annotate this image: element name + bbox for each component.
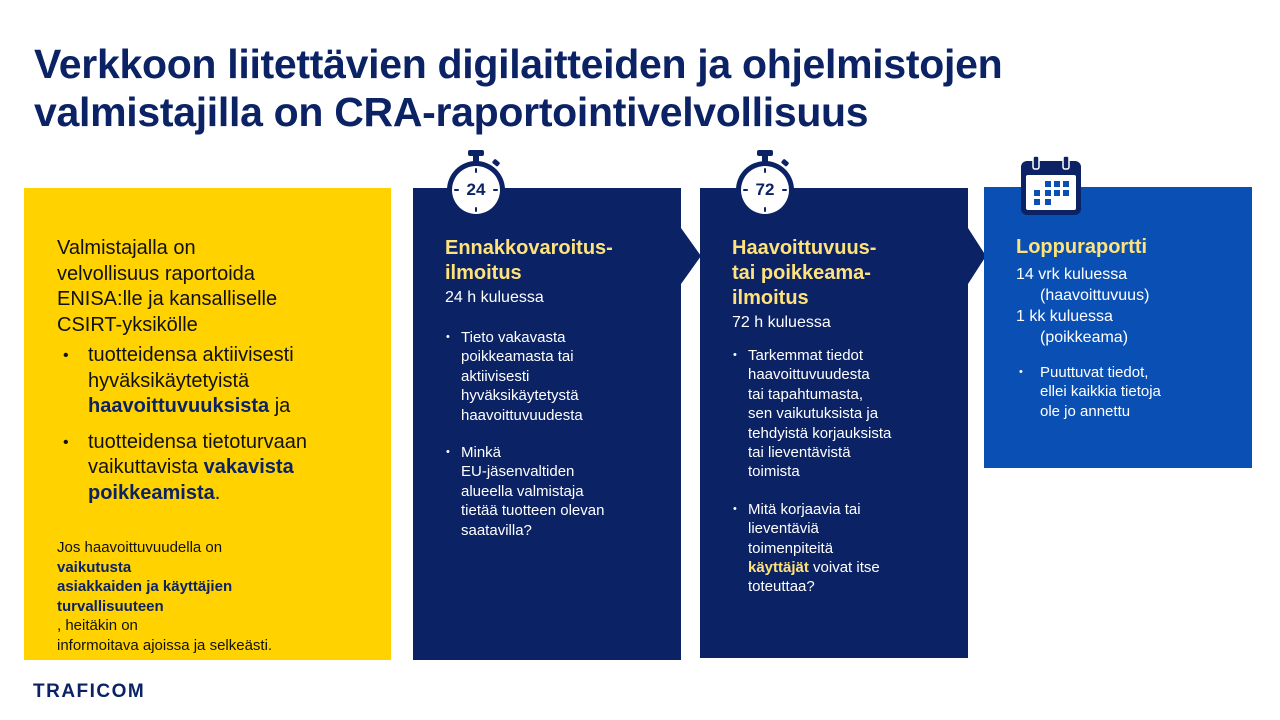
note-line: informoitava ajoissa ja selkeästi. (57, 636, 273, 654)
bullet-line: toimista (748, 463, 800, 481)
arrow-right-icon (681, 228, 701, 284)
card-deadline: 24 h kuluessa (445, 289, 544, 306)
list-item (732, 346, 964, 482)
list-item (445, 328, 677, 425)
bullet-line: toimenpiteitä (748, 539, 834, 557)
highlight-text: turvallisuuteen (57, 597, 164, 615)
deadline-line: (haavoittuvuus) (1040, 287, 1150, 304)
card-title-line: Haavoittuvuus- (732, 237, 877, 259)
timer-label: 72 (755, 180, 775, 199)
card-list (1018, 363, 1250, 439)
highlight-text: asiakkaiden ja käyttäjien (57, 578, 233, 595)
card-title-line: Ennakkovaroitus- (445, 237, 613, 259)
highlight-text: vaikutusta (57, 558, 132, 576)
note-line (57, 597, 377, 636)
note-line (57, 577, 377, 597)
bullet-line: aktiivisesti (461, 367, 530, 385)
bullet-line: hyväksikäytetyistä (88, 369, 250, 392)
bullet-line (748, 558, 964, 577)
vulnerability-report-card (700, 188, 968, 658)
bullet-line: ellei kaikkia tietoja (1040, 383, 1161, 401)
bullet-line: tai lieventävistä (748, 444, 851, 462)
card-deadline: 72 h kuluessa (732, 314, 831, 331)
bullet-line: tehdyistä korjauksista (748, 424, 892, 442)
card-list (445, 328, 677, 558)
card-list (732, 346, 964, 615)
highlight-text: haavoittuvuuksista (88, 395, 270, 417)
bullet-line: • Puuttuvat tiedot, (1040, 364, 1149, 381)
highlight-text: vakavista (203, 456, 294, 478)
bullet-line: • Tarkemmat tiedot (748, 347, 864, 364)
list-item (732, 500, 964, 597)
bullet-tail: ja (269, 395, 291, 417)
bullet-line: • tuotteidensa tietoturvaan (88, 430, 308, 453)
bullet-line: sen vaikutuksista ja (748, 405, 879, 423)
final-report-card (984, 187, 1252, 468)
bullet-line: haavoittuvuudesta (461, 406, 583, 424)
bullet-line: ole jo annettu (1040, 402, 1131, 420)
obligation-intro (57, 236, 357, 338)
list-item (57, 343, 382, 420)
bullet-line: saatavilla? (461, 521, 532, 539)
highlight-text: poikkeamista (88, 481, 215, 504)
traficom-logo: TRAFICOM (33, 681, 146, 702)
bullet-line: EU-jäsenvaltiden (461, 463, 575, 481)
stopwatch-icon (732, 148, 798, 220)
note-text: Jos haavoittuvuudella on (57, 539, 223, 556)
bullet-line: tietää tuotteen olevan (461, 502, 605, 520)
deadline-line: 14 vrk kuluessa (1016, 266, 1128, 283)
early-warning-card (413, 188, 681, 660)
intro-line: ENISA:lle ja kansalliselle (57, 288, 278, 310)
note-line (57, 538, 377, 577)
intro-line: velvollisuus raportoida (57, 262, 255, 285)
card-title (732, 236, 876, 311)
intro-line: Valmistajalla on (57, 237, 196, 259)
bullet-line: • Minkä (461, 444, 502, 462)
stopwatch-icon (443, 148, 509, 220)
intro-line: CSIRT-yksikölle (57, 313, 198, 336)
list-item (1018, 363, 1250, 421)
bullet-line: lieventäviä (748, 520, 819, 538)
bullet-line: haavoittuvuudesta (748, 366, 870, 384)
timer-label: 24 (466, 180, 486, 199)
bullet-line: • Tieto vakavasta (461, 329, 566, 346)
obligation-note (57, 538, 377, 655)
bullet-line: • tuotteidensa aktiivisesti (88, 344, 294, 366)
page-title-line2: valmistajilla on CRA-raportointivelvollisuus (34, 89, 869, 135)
card-title-line: Loppuraportti (1016, 236, 1148, 258)
bullet-line (88, 455, 382, 481)
obligation-panel (24, 188, 391, 660)
highlight-text: käyttäjät (748, 559, 809, 577)
list-item (57, 430, 382, 507)
bullet-text: vaikuttavista (88, 456, 204, 478)
list-item (445, 443, 677, 540)
card-title-line: ilmoitus (732, 287, 809, 309)
bullet-line: poikkeamasta tai (461, 348, 574, 366)
page-title-line1: Verkkoon liitettävien digilaitteiden ja ohjelmistojen (34, 41, 1003, 87)
bullet-line (88, 394, 382, 420)
card-title (445, 236, 613, 286)
deadline-line: 1 kk kuluessa (1016, 308, 1113, 325)
bullet-line: • Mitä korjaavia tai (748, 500, 861, 518)
bullet-line: tai tapahtumasta, (748, 385, 864, 403)
bullet-text: voivat itse (808, 559, 880, 577)
card-title-line: ilmoitus (445, 262, 522, 284)
deadline-line: (poikkeama) (1040, 329, 1129, 346)
page-title (34, 40, 1234, 136)
card-title-line: tai poikkeama- (732, 262, 871, 284)
bullet-tail: . (214, 481, 221, 504)
card-title (1016, 235, 1147, 260)
bullet-line (88, 481, 382, 507)
calendar-icon (1018, 155, 1084, 217)
bullet-line: alueella valmistaja (461, 482, 584, 500)
obligation-list (57, 343, 382, 516)
note-text: , heitäkin on (57, 617, 138, 634)
bullet-line: toteuttaa? (748, 578, 815, 596)
bullet-line: hyväksikäytetystä (461, 387, 579, 405)
card-deadlines (1016, 264, 1149, 348)
